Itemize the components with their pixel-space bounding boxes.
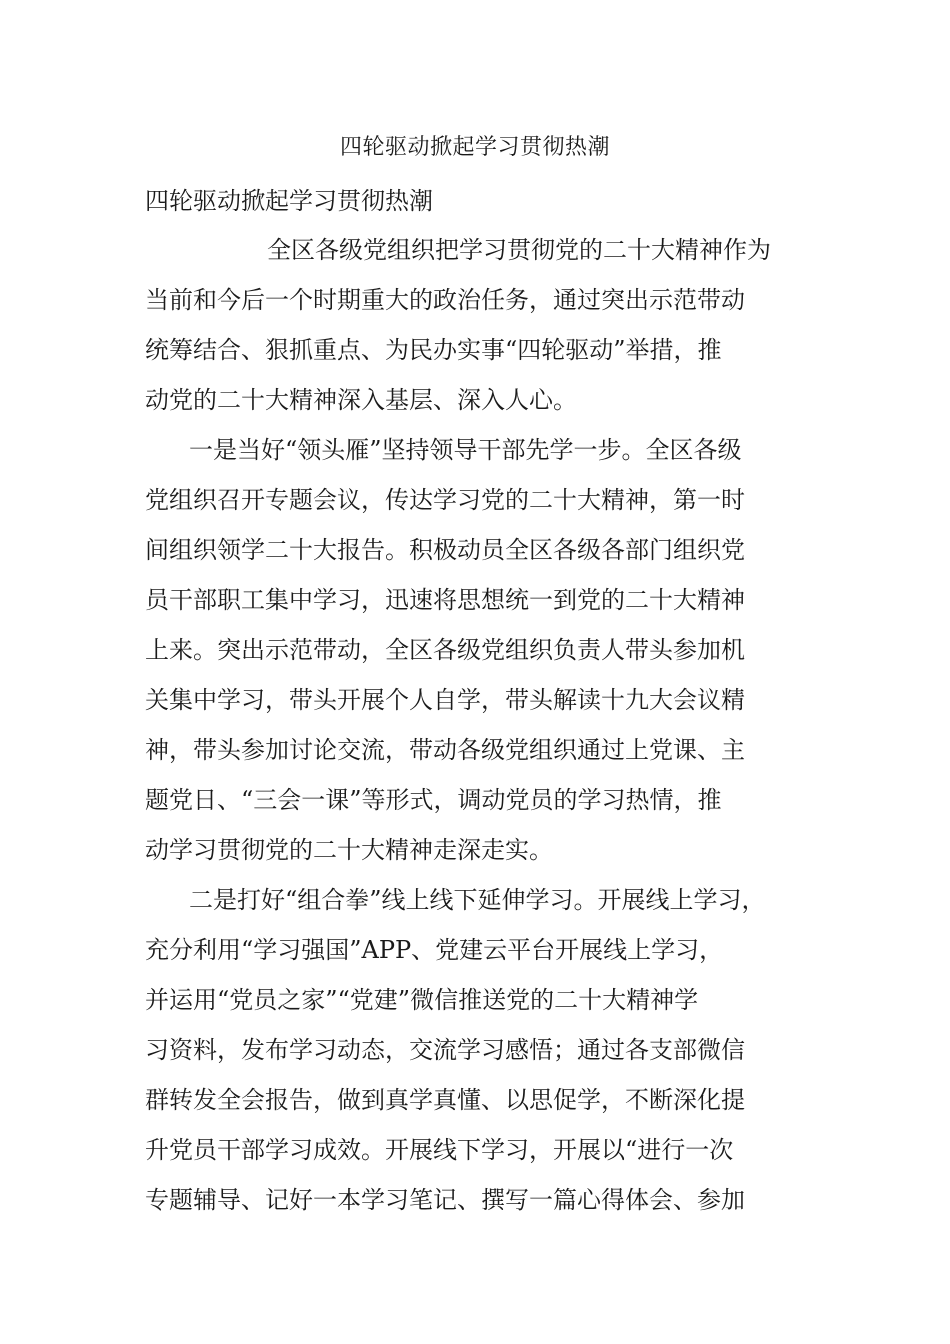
body-line: 神，带头参加讨论交流，带动各级党组织通过上党课、主 bbox=[145, 736, 745, 764]
body-line: 升党员干部学习成效。开展线下学习，开展以“进行一次 bbox=[145, 1136, 734, 1164]
body-line: 群转发全会报告，做到真学真懂、以思促学，不断深化提 bbox=[145, 1086, 745, 1114]
body-line: 专题辅导、记好一本学习笔记、撰写一篇心得体会、参加 bbox=[145, 1186, 745, 1214]
body-line: 动学习贯彻党的二十大精神走深走实。 bbox=[145, 836, 553, 864]
document-title: 四轮驱动掀起学习贯彻热潮 bbox=[339, 135, 610, 160]
body-line: 上来。突出示范带动，全区各级党组织负责人带头参加机 bbox=[145, 636, 745, 664]
body-line: 习资料，发布学习动态，交流学习感悟；通过各支部微信 bbox=[145, 1036, 745, 1064]
body-line: 统筹结合、狠抓重点、为民办实事“四轮驱动”举措，推 bbox=[145, 336, 722, 364]
body-line: 间组织领学二十大报告。积极动员全区各级各部门组织党 bbox=[145, 536, 745, 564]
body-line: 一是当好“领头雁”坚持领导干部先学一步。全区各级 bbox=[189, 436, 742, 464]
body-line: 员干部职工集中学习，迅速将思想统一到党的二十大精神 bbox=[145, 586, 745, 614]
body-line: 关集中学习，带头开展个人自学，带头解读十九大会议精 bbox=[145, 686, 745, 714]
body-line: 充分利用“学习强国”APP、党建云平台开展线上学习， bbox=[145, 936, 724, 964]
body-line: 当前和今后一个时期重大的政治任务，通过突出示范带动 bbox=[145, 286, 745, 314]
body-line: 并运用“党员之家”“党建”微信推送党的二十大精神学 bbox=[145, 986, 699, 1014]
body-line: 党组织召开专题会议，传达学习党的二十大精神，第一时 bbox=[145, 486, 745, 514]
body-line: 二是打好“组合拳”线上线下延伸学习。开展线上学习， bbox=[189, 886, 766, 914]
body-line: 动党的二十大精神深入基层、深入人心。 bbox=[145, 386, 577, 414]
body-line: 全区各级党组织把学习贯彻党的二十大精神作为 bbox=[267, 236, 771, 264]
document-subtitle: 四轮驱动掀起学习贯彻热潮 bbox=[145, 187, 433, 215]
body-line: 题党日、“三会一课”等形式，调动党员的学习热情，推 bbox=[145, 786, 722, 814]
